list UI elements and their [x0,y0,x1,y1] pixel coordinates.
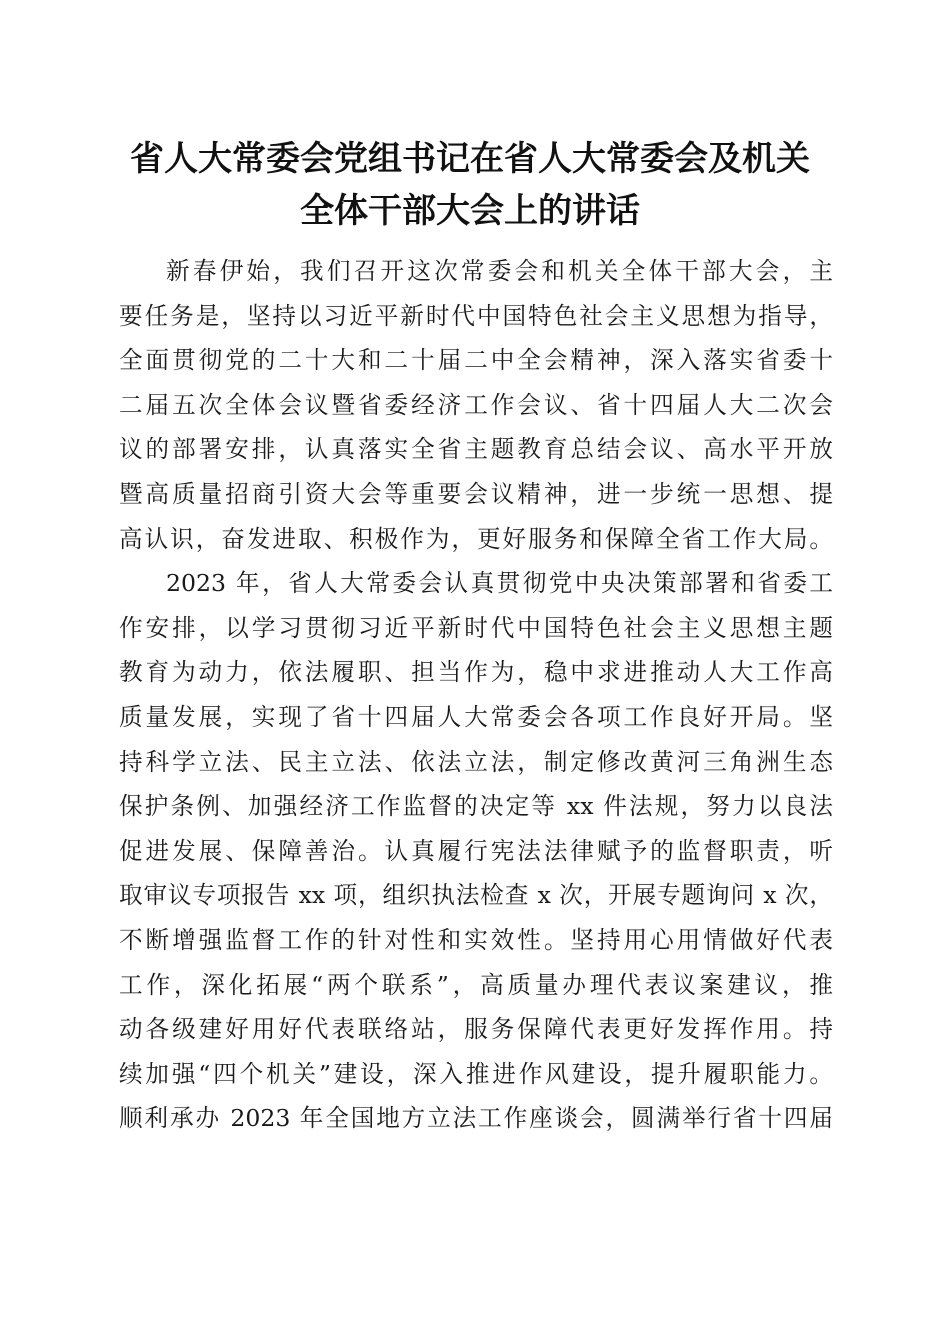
title-line-1: 省人大常委会党组书记在省人大常委会及机关 [130,139,810,179]
paragraph-1 [119,249,833,561]
text-line: 保护条例、加强经济工作监督的决定等 xx 件法规，努力以良法 [119,792,833,821]
text-line: 二届五次全体会议暨省委经济工作会议、省十四届人大二次会 [119,390,833,419]
text-line: 作安排，以学习贯彻习近平新时代中国特色社会主义思想主题 [119,613,833,642]
title-line-2: 全体干部大会上的讲话 [300,191,640,231]
text-line: 暨高质量招商引资大会等重要会议精神，进一步统一思想、提 [119,479,833,508]
document-title [100,133,840,237]
document-body [119,249,833,1141]
text-line: 全面贯彻党的二十大和二十届二中全会精神，深入落实省委十 [119,346,833,375]
text-line: 持科学立法、民主立法、依法立法，制定修改黄河三角洲生态 [119,747,833,776]
text-line: 高认识，奋发进取、积极作为，更好服务和保障全省工作大局。 [119,524,833,553]
text-line: 教育为动力，依法履职、担当作为，稳中求进推动人大工作高 [119,658,833,687]
text-line: 2023 年，省人大常委会认真贯彻党中央决策部署和省委工 [166,569,833,598]
text-line: 议的部署安排，认真落实全省主题教育总结会议、高水平开放 [119,435,833,464]
text-line: 质量发展，实现了省十四届人大常委会各项工作良好开局。坚 [119,702,833,731]
text-line: 不断增强监督工作的针对性和实效性。坚持用心用情做好代表 [119,925,833,954]
text-line: 促进发展、保障善治。认真履行宪法法律赋予的监督职责，听 [119,836,833,865]
text-line: 顺利承办 2023 年全国地方立法工作座谈会，圆满举行省十四届 [119,1104,833,1133]
paragraph-2 [119,561,833,1141]
text-line: 取审议专项报告 xx 项，组织执法检查 x 次，开展专题询问 x 次， [119,881,833,910]
text-line: 续加强“四个机关”建设，深入推进作风建设，提升履职能力。 [119,1059,833,1088]
text-line: 动各级建好用好代表联络站，服务保障代表更好发挥作用。持 [119,1015,833,1044]
text-line: 工作，深化拓展“两个联系”，高质量办理代表议案建议，推 [119,970,833,999]
text-line: 要任务是，坚持以习近平新时代中国特色社会主义思想为指导， [119,301,833,330]
text-line: 新春伊始，我们召开这次常委会和机关全体干部大会，主 [166,257,833,285]
